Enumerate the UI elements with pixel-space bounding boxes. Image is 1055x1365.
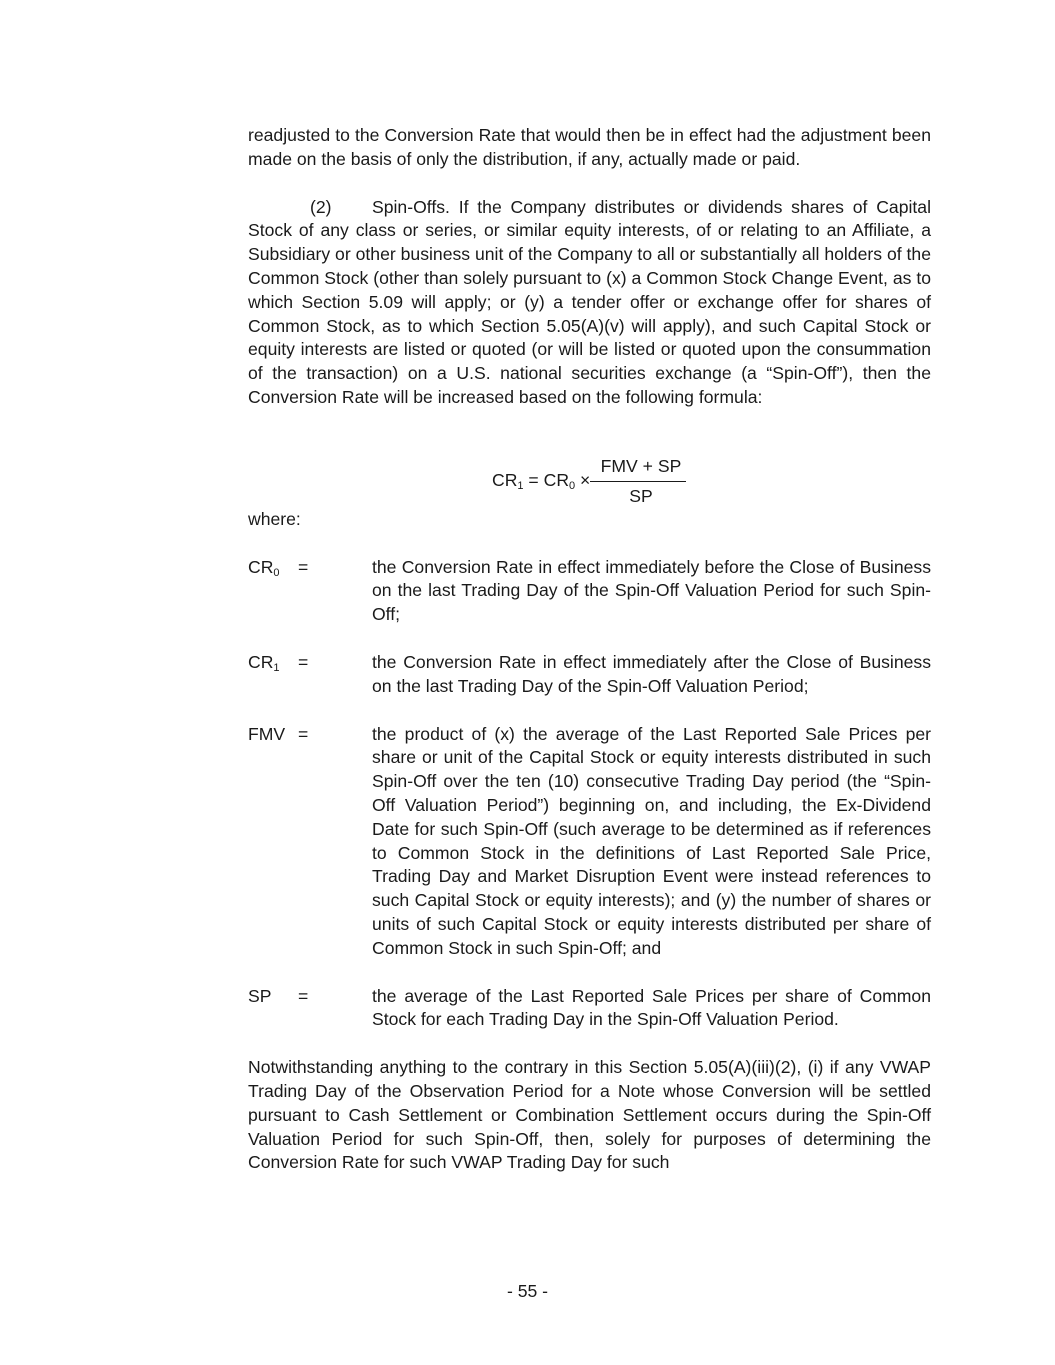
spinoff-number: (2)	[310, 196, 332, 217]
formula-denominator: SP	[629, 486, 653, 506]
definition-text: the product of (x) the average of the Last Reported Sale Prices per share or unit of the Capital Stock or equity interests distributed in such Spin-Off over the ten (10) consecutive Trading Day period (the “Spin-Off Valuation Period”) beginning on, and including, the Ex-Dividend Date for such Spin-Off (such average to be determined as if references to Common Stock in the definitions of Last Reported Sale Price, Trading Day and Market Disruption Event were instead references to such Capital Stock or equity interests); and (y) the number of shares or units of such Capital Stock or equity interests distributed per share of Common Stock in such Spin-Off; and	[372, 723, 931, 958]
definition-symbol: CR1	[248, 651, 280, 674]
definition-equals: =	[298, 723, 309, 744]
where-label: where:	[248, 508, 301, 529]
definition-equals: =	[298, 556, 309, 577]
paragraph-spinoff	[248, 196, 931, 410]
definition-cr0	[248, 556, 931, 627]
definition-symbol: SP	[248, 985, 272, 1006]
definition-text: the average of the Last Reported Sale Prices per share of Common Stock for each Trading Day in the Spin-Off Valuation Period.	[372, 985, 931, 1030]
spinoff-formula	[492, 455, 692, 511]
definition-sp	[248, 985, 931, 1033]
formula-fraction-bar	[590, 481, 686, 482]
definition-equals: =	[298, 985, 309, 1006]
definition-cr1	[248, 651, 931, 699]
document-page	[248, 124, 931, 1175]
definition-symbol: CR0	[248, 556, 280, 579]
page-number: - 55 -	[506, 1281, 549, 1301]
paragraph-top: readjusted to the Conversion Rate that would then be in effect had the adjustment been made on the basis of only the distribution, if any, actually made or paid.	[248, 125, 931, 169]
definition-fmv	[248, 723, 931, 961]
definition-symbol: FMV	[248, 723, 286, 744]
formula-lhs: CR1 = CR0 ×	[492, 470, 591, 492]
definition-equals: =	[298, 651, 309, 672]
definition-text: the Conversion Rate in effect immediately before the Close of Business on the last Trading Day of the Spin-Off Valuation Period for such Spin-Off;	[372, 556, 931, 625]
paragraph-bottom: Notwithstanding anything to the contrary in this Section 5.05(A)(iii)(2), (i) if any VWAP Trading Day of the Observation Period for a Note whose Conversion will be settled pursuant to Cash Settlement or Combination Settlement occurs during the Spin-Off Valuation Period for such Spin-Off, then, solely for purposes of determining the Conversion Rate for such VWAP Trading Day for such	[248, 1057, 931, 1173]
formula-numerator: FMV + SP	[600, 456, 682, 476]
spinoff-text: Spin-Offs. If the Company distributes or dividends shares of Capital Stock of any class or series, or similar equity interests, of or relating to an Affiliate, a Subsidiary or other business unit of the Company to all or substantially all holders of the Common Stock (other than solely pursuant to (x) a Common Stock Change Event, as to which Section 5.09 will apply; or (y) a tender offer or exchange offer for shares of Common Stock, as to which Section 5.05(A)(v) will apply), and such Capital Stock or equity interests are listed or quoted (or will be listed or quoted upon the consummation of the transaction) on a U.S. national securities exchange (a “Spin-Off”), then the Conversion Rate will be increased based on the following formula:	[248, 196, 931, 407]
definition-text: the Conversion Rate in effect immediately after the Close of Business on the last Trading Day of the Spin-Off Valuation Period;	[372, 651, 931, 696]
